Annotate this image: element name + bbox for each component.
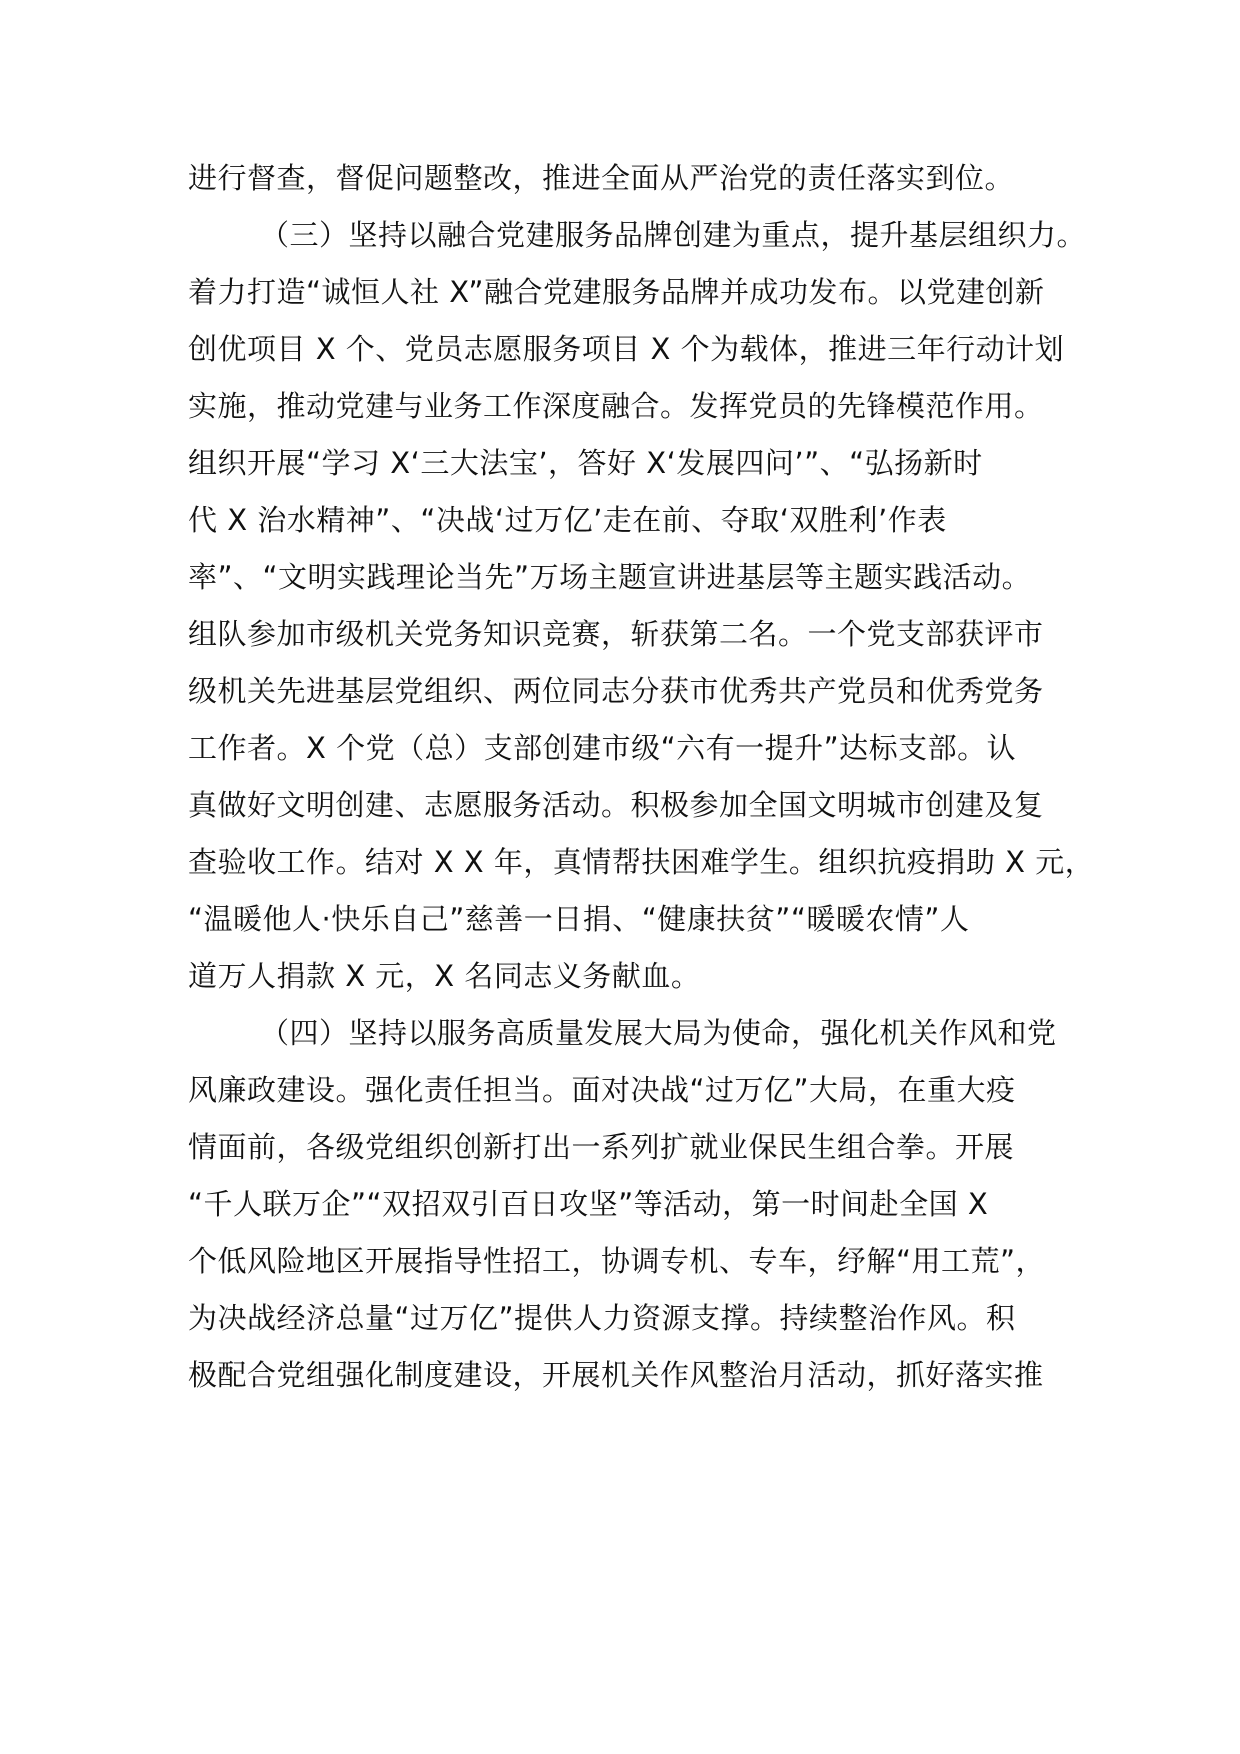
text-line: 代 X 治水精神”、“决战‘过万亿’走在前、夺取‘双胜利’作表 (188, 503, 947, 537)
text-line: 组织开展“学习 X‘三大法宝’，答好 X‘发展四问’”、“弘扬新时 (188, 446, 983, 480)
text-line: 查验收工作。结对 X X 年，真情帮扶困难学生。组织抗疫捐助 X 元， (188, 845, 1095, 879)
text-line: 道万人捐款 X 元，X 名同志义务献血。 (188, 959, 701, 993)
text-line: 进行督查，督促问题整改，推进全面从严治党的责任落实到位。 (188, 161, 1015, 195)
text-line: 风廉政建设。强化责任担当。面对决战“过万亿”大局，在重大疫 (188, 1073, 1016, 1107)
text-line: 情面前，各级党组织创新打出一系列扩就业保民生组合拳。开展 (188, 1130, 1015, 1164)
text-line: 级机关先进基层党组织、两位同志分获市优秀共产党员和优秀党务 (188, 674, 1044, 708)
text-line: 组队参加市级机关党务知识竞赛，斩获第二名。一个党支部获评市 (188, 617, 1044, 651)
text-line: 率”、“文明实践理论当先”万场主题宣讲进基层等主题实践活动。 (188, 560, 1032, 594)
text-line: 创优项目 X 个、党员志愿服务项目 X 个为载体，推进三年行动计划 (188, 332, 1065, 366)
text-line: 工作者。X 个党（总）支部创建市级“六有一提升”达标支部。认 (188, 731, 1017, 765)
text-line: 真做好文明创建、志愿服务活动。积极参加全国文明城市创建及复 (188, 788, 1044, 822)
text-line: “温暖他人·快乐自己”慈善一日捐、“健康扶贫”“暖暖农情”人 (188, 902, 970, 936)
text-line: 个低风险地区开展指导性招工，协调专机、专车，纾解“用工荒”， (188, 1244, 1046, 1278)
text-line: 为决战经济总量“过万亿”提供人力资源支撑。持续整治作风。积 (188, 1301, 1016, 1335)
text-line: 着力打造“诚恒人社 X”融合党建服务品牌并成功发布。以党建创新 (188, 275, 1045, 309)
text-line: “千人联万企”“双招双引百日攻坚”等活动，第一时间赴全国 X (188, 1187, 989, 1221)
text-line: 极配合党组强化制度建设，开展机关作风整治月活动，抓好落实推 (188, 1358, 1044, 1392)
section-heading-4: （四）坚持以服务高质量发展大局为使命，强化机关作风和党 (260, 1016, 1057, 1050)
section-heading-3: （三）坚持以融合党建服务品牌创建为重点，提升基层组织力。 (260, 218, 1087, 252)
text-line: 实施，推动党建与业务工作深度融合。发挥党员的先锋模范作用。 (188, 389, 1044, 423)
